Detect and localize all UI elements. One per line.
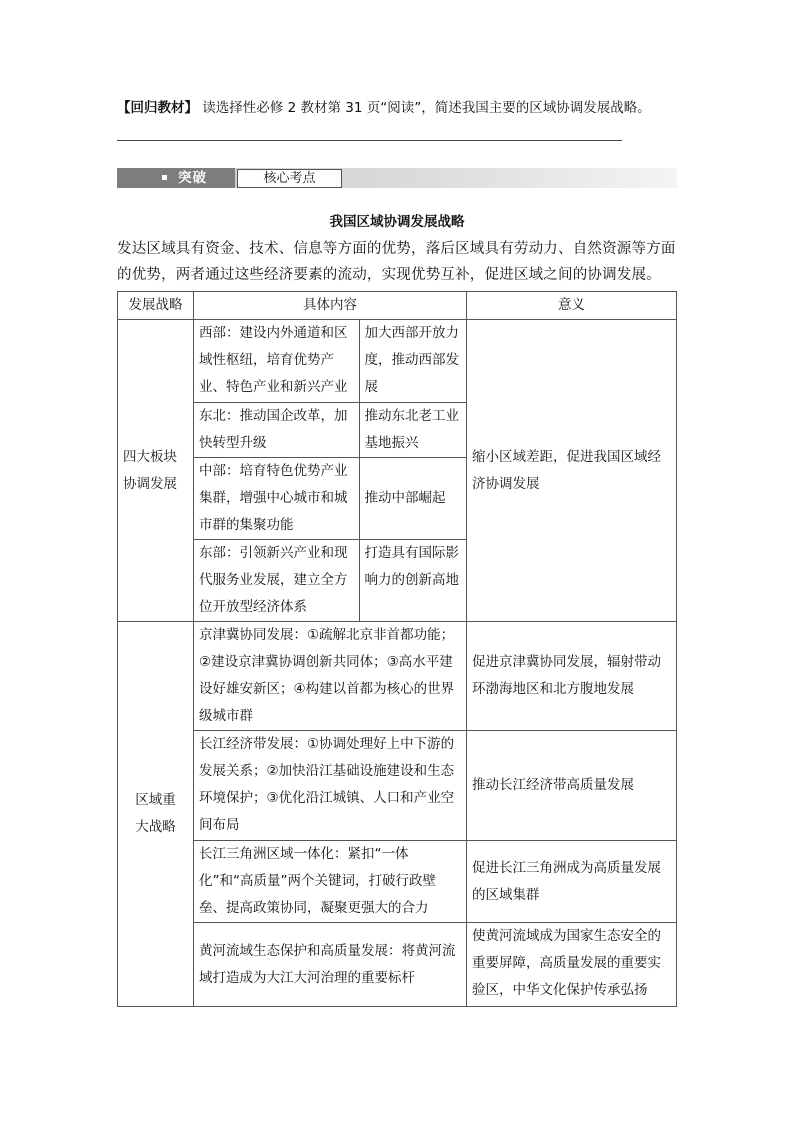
header-strategy: 发展战略 [118, 292, 194, 320]
intro-paragraph: 发达区域具有资金、技术、信息等方面的优势，落后区域具有劳动力、自然资源等方面的优势，两者通过这些经济要素的流动，实现优势互补，促进区域之间的协调发展。 [117, 241, 676, 283]
strategy-cell-four-regions: 四大板块协调发展 [118, 320, 194, 622]
sub-central: 推动中部崛起 [359, 457, 466, 539]
meaning-yellow-river: 使黄河流域成为国家生态安全的重要屏障，高质量发展的重要实验区，中华文化保护传承弘扬 [467, 923, 677, 1007]
section-bar-label: 突破 [178, 170, 207, 186]
strategy-table [117, 291, 677, 1007]
sub-west: 加大西部开放力度，推动西部发展 [359, 320, 466, 402]
table-row [194, 539, 466, 621]
table-row [118, 320, 677, 622]
content-northeast: 东北：推动国企改革，加快转型升级 [194, 402, 359, 457]
section-title: 我国区域协调发展战略 [329, 214, 465, 230]
table-row [118, 841, 677, 923]
content-jingjinji: 京津冀协同发展：①疏解北京非首都功能；②建设京津冀协调创新共同体；③高水平建设好雄安新区；④构建以首都为核心的世界级城市群 [194, 622, 467, 731]
meaning-yangtze-delta: 促进长江三角洲成为高质量发展的区域集群 [467, 841, 677, 923]
header-content: 具体内容 [194, 292, 467, 320]
sub-northeast: 推动东北老工业基地振兴 [359, 402, 466, 457]
meaning-yangtze-belt: 推动长江经济带高质量发展 [467, 731, 677, 841]
table-row [194, 320, 466, 402]
table-row [118, 731, 677, 841]
sub-east: 打造具有国际影响力的创新高地 [364, 544, 459, 588]
header-meaning: 意义 [467, 292, 677, 320]
table-row [194, 402, 466, 457]
content-central: 中部：培育特色优势产业集群，增强中心城市和城市群的集聚功能 [194, 457, 359, 539]
section-bar-box: 核心考点 [237, 169, 342, 188]
four-regions-subtable [194, 320, 466, 621]
content-west: 西部：建设内外通道和区域性枢纽，培育优势产业、特色产业和新兴产业 [194, 320, 359, 402]
meaning-jingjinji: 促进京津冀协同发展，辐射带动环渤海地区和北方腹地发展 [467, 622, 677, 731]
section-bar-label-bg [117, 168, 235, 188]
table-row [118, 622, 677, 731]
answer-line [117, 140, 622, 141]
content-yellow-river: 黄河流域生态保护和高质量发展：将黄河流域打造成为大江大河治理的重要标杆 [194, 923, 467, 1007]
meaning-four-regions: 缩小区域差距，促进我国区域经济协调发展 [467, 320, 677, 622]
table-header-row [118, 292, 677, 320]
four-regions-content [194, 320, 467, 622]
content-yangtze-delta: 长江三角洲区域一体化：紧扣“一体化”和“高质量”两个关键词，打破行政壁垒、提高政策协同，凝聚更强大的合力 [194, 841, 467, 923]
strategy-cell-major [118, 622, 194, 1007]
content-yangtze-belt: 长江经济带发展：①协调处理好上中下游的发展关系；②加快沿江基础设施建设和生态环境保护；③优化沿江城镇、人口和产业空间布局 [194, 731, 467, 841]
prompt-text: 读选择性必修 2 教材第 31 页“阅读”，简述我国主要的区域协调发展战略。 [202, 100, 651, 116]
prompt-tag: 【回归教材】 [117, 100, 198, 116]
table-row [118, 923, 677, 1007]
strategy-major-label: 区域重大战略 [135, 792, 176, 835]
content-east: 东部：引领新兴产业和现代服务业发展，建立全方位开放型经济体系 [194, 539, 359, 621]
review-prompt [117, 98, 651, 118]
square-bullet-icon [162, 175, 167, 180]
table-row [194, 457, 466, 539]
